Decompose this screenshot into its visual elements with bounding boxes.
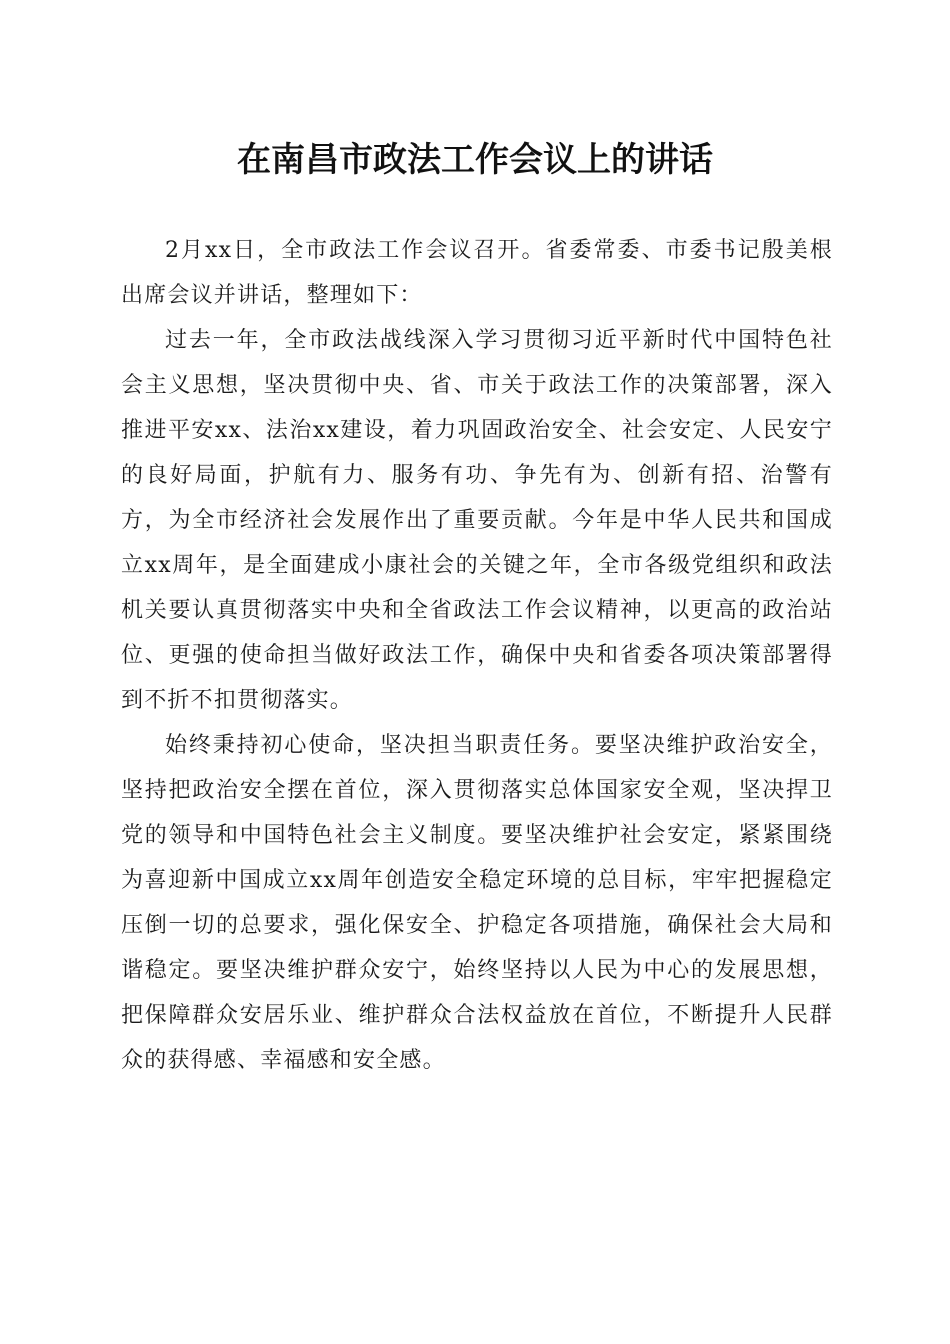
document-title: 在南昌市政法工作会议上的讲话 <box>237 140 713 180</box>
paragraph-intro: 2月xx日，全市政法工作会议召开。省委常委、市委书记殷美根出席会议并讲话，整理如下： <box>121 238 833 308</box>
paragraph-review: 过去一年，全市政法战线深入学习贯彻习近平新时代中国特色社会主义思想，坚决贯彻中央、省、市关于政法工作的决策部署，深入推进平安xx、法治xx建设，着力巩固政治安全、社会安定、人民安宁的良好局面，护航有力、服务有功、争先有为、创新有招、治警有方，为全市经济社会发展作出了重要贡献。今年是中华人民共和国成立xx周年，是全面建成小康社会的关键之年，全市各级党组织和政法机关要认真贯彻落实中央和全省政法工作会议精神，以更高的政治站位、更强的使命担当做好政法工作，确保中央和省委各项决策部署得到不折不扣贯彻落实。 <box>121 328 833 713</box>
document-body <box>121 228 833 1083</box>
paragraph-mission: 始终秉持初心使命，坚决担当职责任务。要坚决维护政治安全，坚持把政治安全摆在首位，深入贯彻落实总体国家安全观，坚决捍卫党的领导和中国特色社会主义制度。要坚决维护社会安定，紧紧围绕为喜迎新中国成立xx周年创造安全稳定环境的总目标，牢牢把握稳定压倒一切的总要求，强化保安全、护稳定各项措施，确保社会大局和谐稳定。要坚决维护群众安宁，始终坚持以人民为中心的发展思想，把保障群众安居乐业、维护群众合法权益放在首位，不断提升人民群众的获得感、幸福感和安全感。 <box>121 733 833 1073</box>
